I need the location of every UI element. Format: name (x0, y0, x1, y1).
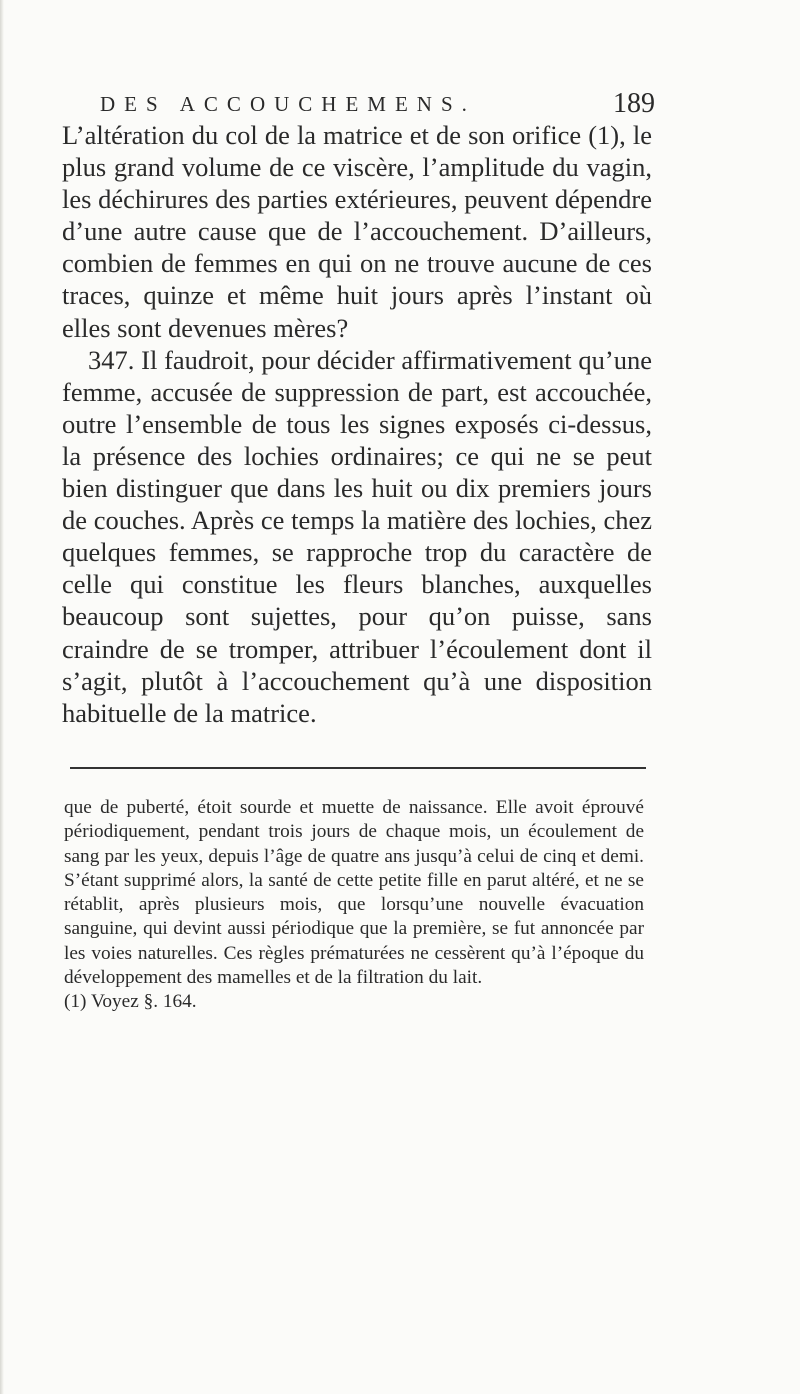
footnotes (64, 796, 644, 1015)
body-paragraph-1: L’altération du col de la matrice et de son orifice (1), le plus grand volume de ce viscère, l’amplitude du vagin, les déchirures des parties extérieures, peuvent dépendre d’une autre cause que de l’accouchement. D’ailleurs, combien de femmes en qui on ne trouve aucune de ces traces, quinze et même huit jours après l’instant où elles sont devenues mères? (62, 120, 652, 343)
footnote-continued: que de puberté, étoit sourde et muette de naissance. Elle avoit éprouvé périodiquement, pendant trois jours de chaque mois, un écoulement de sang par les yeux, depuis l’âge de quatre ans jusqu’à celui de cinq et demi. S’étant supprimé alors, la santé de cette petite fille en parut altéré, et ne se rétablit, après plusieurs mois, que lorsqu’une nouvelle évacuation sanguine, qui devint aussi périodique que la première, se fut annoncée par les voies naturelles. Ces règles prématurées ne cessèrent qu’à l’époque du développement des mamelles et de la filtration du lait. (64, 797, 644, 989)
running-header (100, 88, 655, 122)
footnote-1: (1) Voyez §. 164. (64, 991, 197, 1013)
body-text (62, 119, 652, 729)
page-edge-shadow (0, 0, 4, 1394)
footnote-rule (70, 767, 646, 769)
running-title: DES ACCOUCHEMENS. (100, 92, 476, 116)
body-paragraph-2: 347. Il faudroit, pour décider affirmativement qu’une femme, accusée de suppression de part, est accouchée, outre l’ensemble de tous les signes exposés ci-dessus, la présence des lochies ordinaires; ce qui ne se peut bien distinguer que dans les huit ou dix premiers jours de couches. Après ce temps la matière des lochies, chez quelques femmes, se rapproche trop du caractère de celle qui constitue les fleurs blanches, auxquelles beaucoup sont sujettes, pour qu’on puisse, sans craindre de se tromper, attribuer l’écoulement dont il s’agit, plutôt à l’accouchement qu’à une disposition habituelle de la matrice. (62, 344, 652, 728)
page-number: 189 (613, 88, 655, 119)
